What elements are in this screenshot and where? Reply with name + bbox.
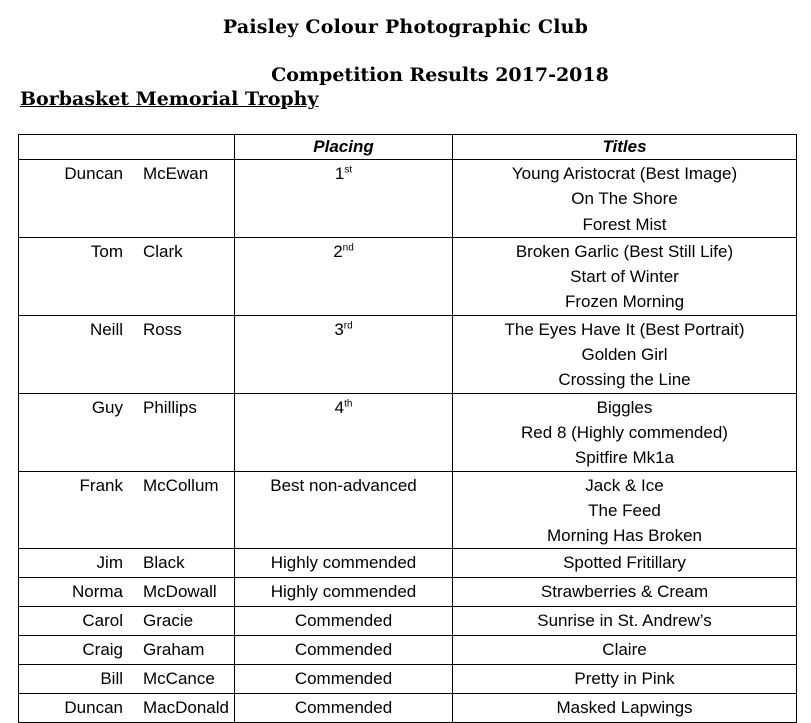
photo-title: Spotted Fritillary — [563, 553, 686, 573]
placing-value: Commended — [294, 669, 393, 689]
titles-cell — [453, 393, 797, 471]
entrant-first-name: Guy — [91, 397, 123, 417]
club-title: Paisley Colour Photographic Club — [222, 16, 589, 38]
photo-title: Morning Has Broken — [547, 526, 702, 546]
placing-cell — [235, 393, 453, 471]
entrant-last-name: Clark — [143, 241, 183, 261]
entrant-first-name: Craig — [82, 640, 123, 660]
photo-title: Spitfire Mk1a — [574, 448, 675, 468]
entrant-last-name: Gracie — [143, 611, 194, 631]
entrant-last-name: Black — [143, 553, 185, 573]
titles-cell — [453, 315, 797, 393]
placing-value: Best non-advanced — [270, 475, 417, 495]
titles-cell — [453, 607, 797, 636]
entrant-first-name: Frank — [79, 475, 123, 495]
table-row — [19, 636, 797, 665]
entrant-last-name: McEwan — [143, 164, 209, 183]
entrant-cell — [19, 607, 235, 636]
placing-cell — [235, 160, 453, 238]
placing-cell — [235, 315, 453, 393]
photo-title: Sunrise in St. Andrew’s — [537, 611, 712, 631]
entrant-last-name: Phillips — [143, 397, 197, 417]
placing-value: Highly commended — [270, 553, 417, 573]
entrant-cell — [19, 694, 235, 723]
entrant-first-name: Duncan — [64, 164, 123, 183]
entrant-cell — [19, 315, 235, 393]
titles-cell — [453, 471, 797, 549]
titles-cell — [453, 237, 797, 315]
entrant-last-name: McCance — [143, 669, 215, 689]
photo-title: Claire — [602, 640, 647, 660]
photo-title: Strawberries & Cream — [540, 582, 709, 602]
table-row — [19, 607, 797, 636]
placing-cell — [235, 694, 453, 723]
photo-title: Masked Lapwings — [556, 698, 693, 718]
table-row — [19, 549, 797, 578]
entrant-cell — [19, 393, 235, 471]
entrant-first-name: Carol — [82, 611, 123, 631]
trophy-title: Borbasket Memorial Trophy — [20, 88, 319, 110]
entrant-first-name: Jim — [96, 553, 123, 573]
photo-title: Start of Winter — [570, 267, 679, 287]
placing-value: 1 — [334, 164, 345, 183]
placing-suffix: nd — [342, 242, 354, 254]
titles-cell — [453, 549, 797, 578]
placing-cell — [235, 549, 453, 578]
table-row — [19, 315, 797, 393]
entrant-first-name: Bill — [100, 669, 123, 689]
placing-value: 4 — [334, 397, 345, 417]
photo-title: Biggles — [596, 397, 653, 417]
titles-cell — [453, 160, 797, 238]
entrant-cell — [19, 549, 235, 578]
placing-column-header: Placing — [235, 135, 453, 160]
placing-value: Commended — [294, 611, 393, 631]
entrant-last-name: McDowall — [143, 582, 217, 602]
entrant-first-name: Neill — [89, 319, 123, 339]
entrant-cell — [19, 160, 235, 238]
entrant-last-name: MacDonald — [143, 698, 229, 718]
entrant-cell — [19, 665, 235, 694]
photo-title: The Feed — [588, 500, 661, 520]
table-row — [19, 160, 797, 238]
titles-cell — [453, 636, 797, 665]
photo-title: Forest Mist — [582, 214, 667, 234]
name-column-header — [19, 135, 235, 160]
entrant-first-name: Tom — [90, 241, 123, 261]
placing-value: 3 — [334, 319, 344, 339]
placing-value: 2 — [333, 241, 343, 261]
table-row — [19, 393, 797, 471]
entrant-cell — [19, 636, 235, 665]
placing-value: Commended — [294, 640, 393, 660]
photo-title: The Eyes Have It (Best Portrait) — [504, 319, 745, 339]
titles-cell — [453, 578, 797, 607]
entrant-last-name: Graham — [143, 640, 205, 660]
placing-cell — [235, 471, 453, 549]
placing-suffix: st — [344, 164, 353, 176]
photo-title: Pretty in Pink — [574, 669, 675, 689]
table-row — [19, 578, 797, 607]
entrant-first-name: Norma — [71, 582, 123, 602]
placing-suffix: th — [344, 398, 353, 410]
titles-column-header: Titles — [453, 135, 797, 160]
placing-suffix: rd — [343, 320, 353, 332]
photo-title: Frozen Morning — [564, 292, 685, 312]
placing-cell — [235, 237, 453, 315]
entrant-first-name: Duncan — [64, 698, 123, 718]
entrant-cell — [19, 471, 235, 549]
photo-title: Broken Garlic (Best Still Life) — [515, 241, 734, 261]
entrant-cell — [19, 578, 235, 607]
placing-value: Highly commended — [270, 582, 417, 602]
table-row — [19, 471, 797, 549]
results-table — [18, 134, 797, 723]
placing-cell — [235, 578, 453, 607]
table-header-row — [19, 135, 797, 160]
titles-cell — [453, 694, 797, 723]
photo-title: Red 8 (Highly commended) — [521, 422, 728, 442]
titles-cell — [453, 665, 797, 694]
entrant-last-name: McCollum — [143, 475, 219, 495]
table-row — [19, 665, 797, 694]
competition-subtitle: Competition Results 2017-2018 — [271, 64, 609, 86]
table-row — [19, 694, 797, 723]
photo-title: Young Aristocrat (Best Image) — [511, 164, 738, 183]
placing-cell — [235, 636, 453, 665]
photo-title: Golden Girl — [581, 345, 668, 365]
placing-cell — [235, 607, 453, 636]
entrant-cell — [19, 237, 235, 315]
photo-title: Crossing the Line — [558, 370, 691, 390]
photo-title: Jack & Ice — [585, 475, 664, 495]
table-row — [19, 237, 797, 315]
entrant-last-name: Ross — [143, 319, 182, 339]
photo-title: On The Shore — [571, 189, 678, 209]
placing-value: Commended — [294, 698, 393, 718]
placing-cell — [235, 665, 453, 694]
